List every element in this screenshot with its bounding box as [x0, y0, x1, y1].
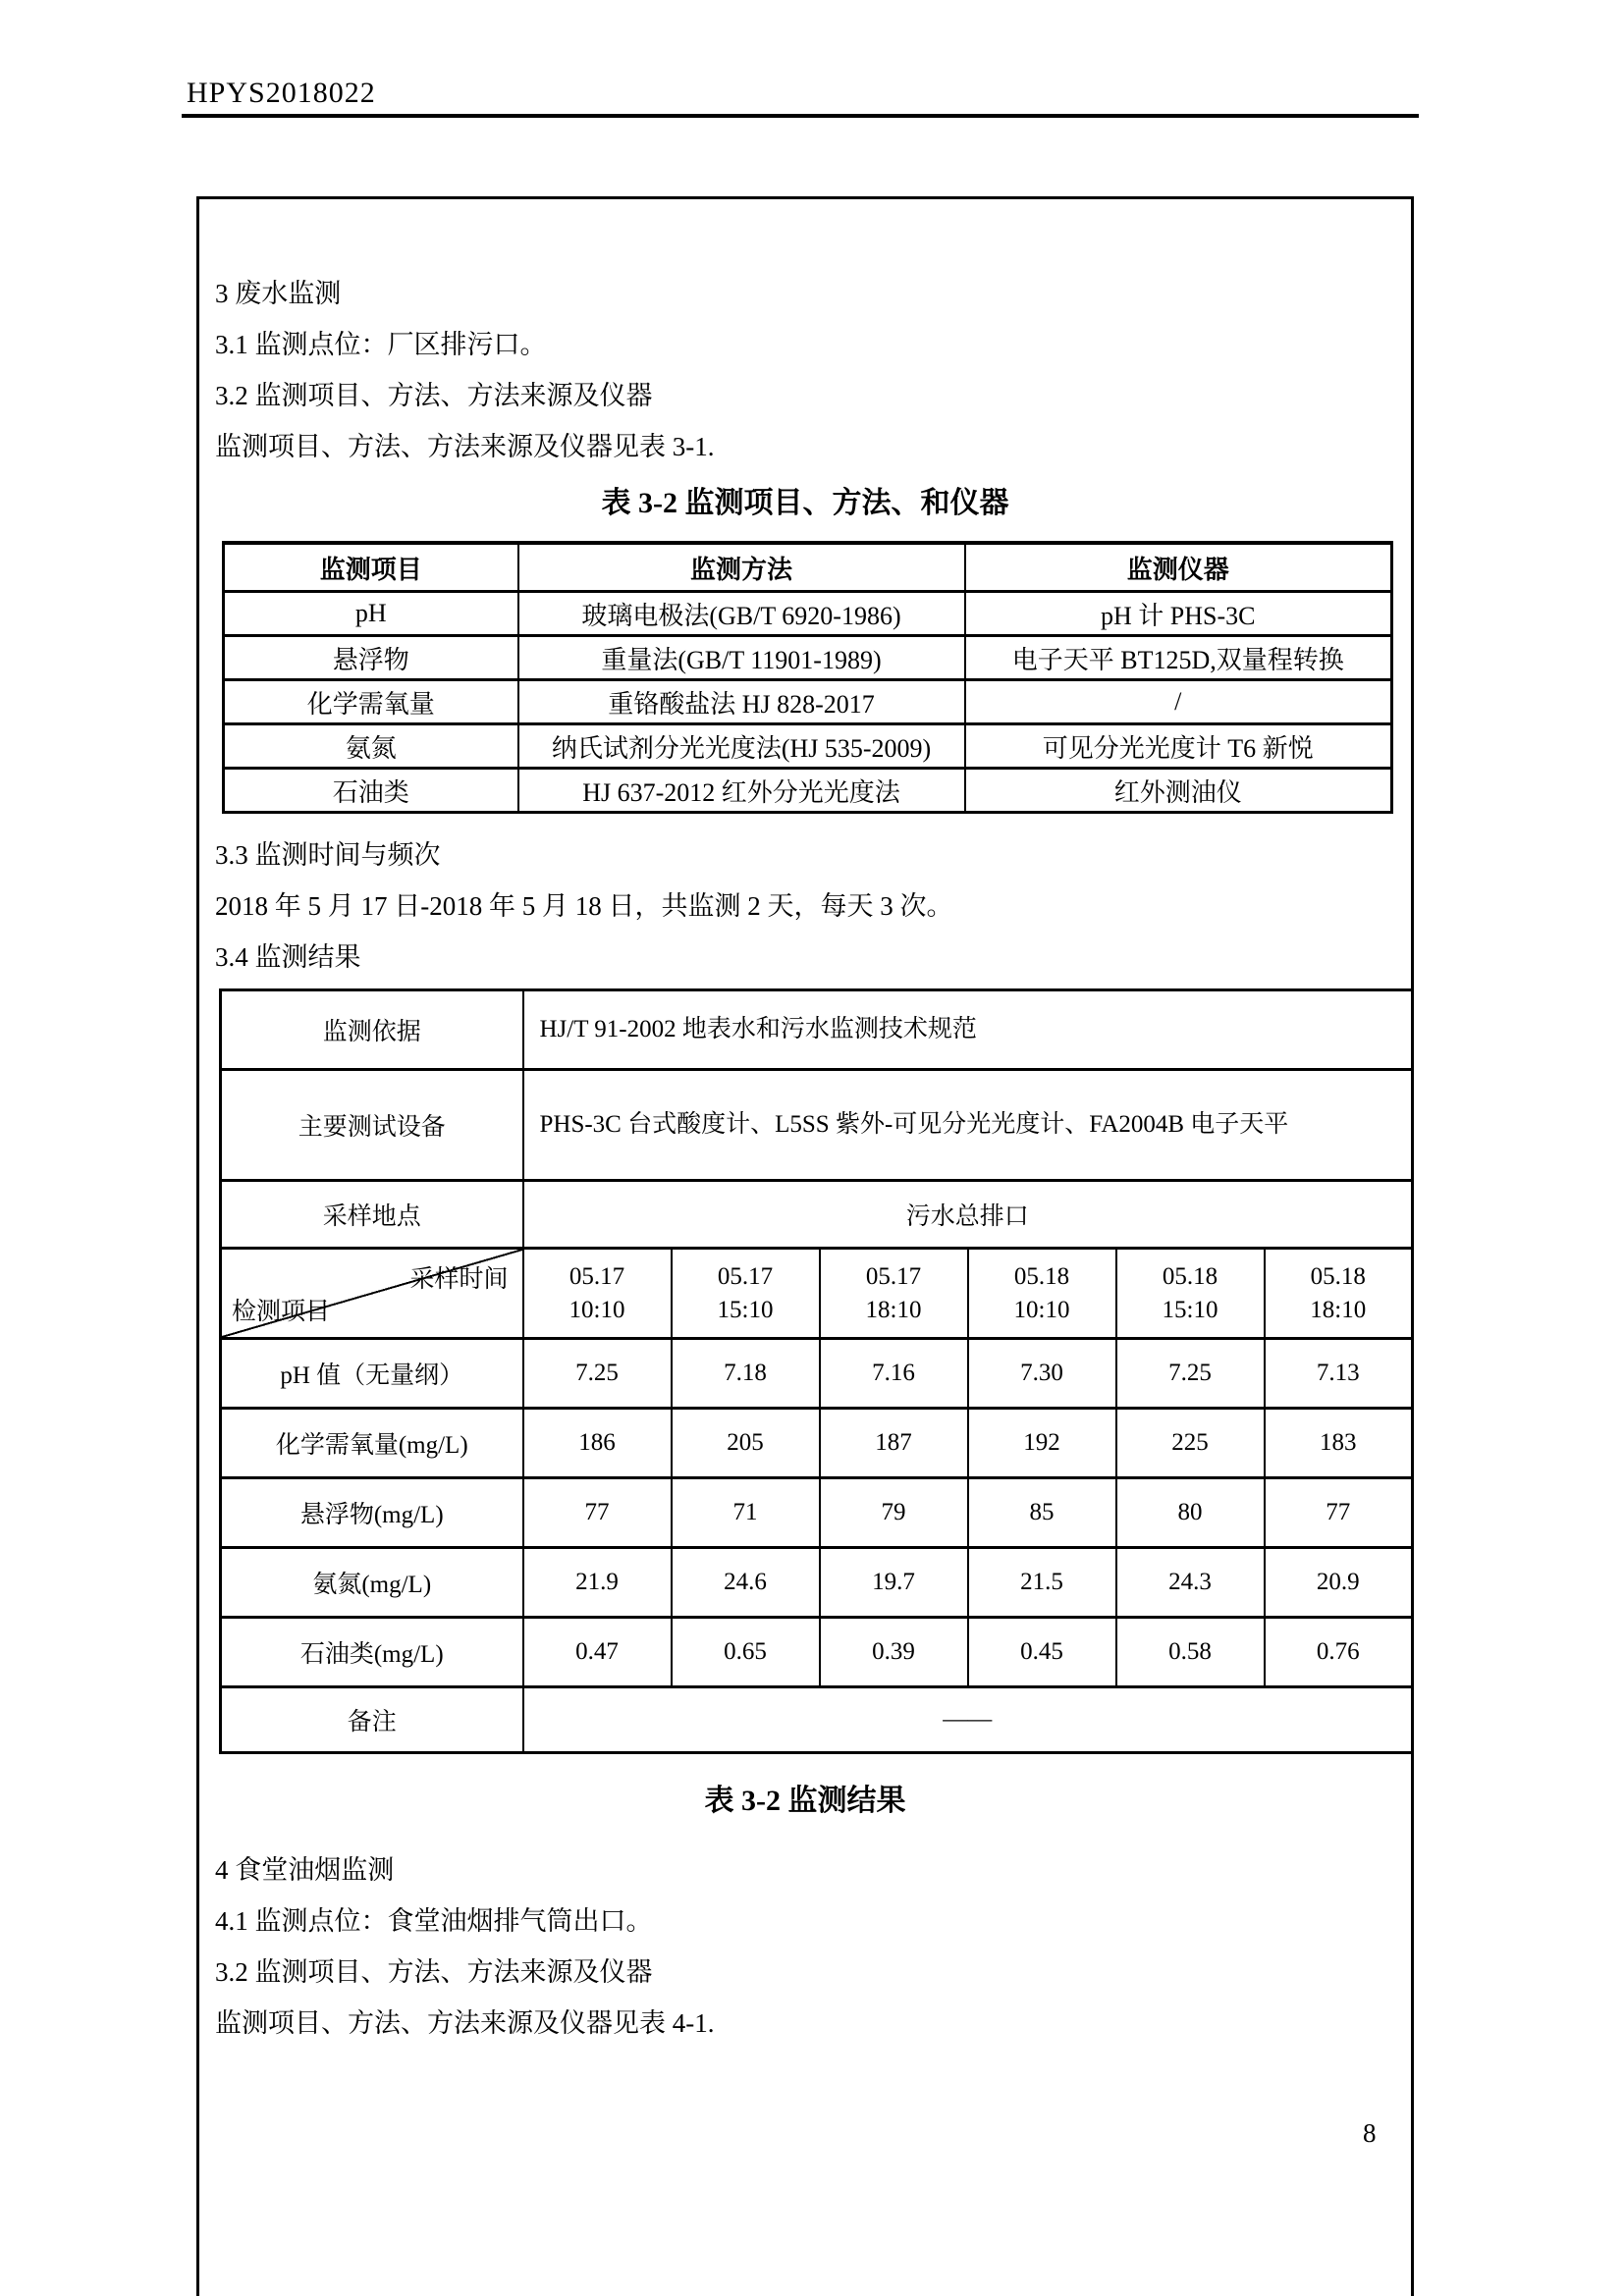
table-row — [224, 769, 1392, 813]
value-cell: 21.5 — [968, 1548, 1116, 1618]
time-clock: 18:10 — [1310, 1296, 1367, 1323]
time-column-header — [1265, 1249, 1413, 1339]
col-header-item: 监测项目 — [224, 543, 518, 592]
value-cell: 77 — [523, 1478, 672, 1548]
time-column-header — [672, 1249, 820, 1339]
note-row — [221, 1687, 1413, 1753]
row-label: 悬浮物(mg/L) — [221, 1478, 523, 1548]
cell-method: 纳氏试剂分光光度法(HJ 535-2009) — [518, 724, 965, 769]
results-table-caption: 表 3-2 监测结果 — [704, 1785, 906, 1817]
diagonal-label-item: 检测项目 — [232, 1299, 331, 1325]
result-row-ss — [221, 1478, 1413, 1548]
time-clock: 15:10 — [717, 1296, 774, 1323]
equipment-label: 主要测试设备 — [221, 1070, 523, 1181]
cell-method: HJ 637-2012 红外分光光度法 — [518, 769, 965, 813]
value-cell: 0.65 — [672, 1618, 820, 1687]
methods-header-row — [224, 543, 1392, 592]
cell-method: 重铬酸盐法 HJ 828-2017 — [518, 680, 965, 724]
value-cell: 205 — [672, 1409, 820, 1478]
value-cell: 79 — [820, 1478, 968, 1548]
time-clock: 10:10 — [568, 1296, 625, 1323]
value-cell: 0.76 — [1265, 1618, 1413, 1687]
time-date: 05.17 — [865, 1262, 922, 1290]
cell-instrument: / — [965, 680, 1392, 724]
value-cell: 20.9 — [1265, 1548, 1413, 1618]
section3-2-text: 3.2 监测项目、方法、方法来源及仪器 — [215, 381, 653, 410]
table-row — [224, 592, 1392, 636]
equipment-row — [221, 1070, 1413, 1181]
cell-instrument: 可见分光光度计 T6 新悦 — [965, 724, 1392, 769]
cell-instrument: pH 计 PHS-3C — [965, 592, 1392, 636]
value-cell: 7.13 — [1265, 1339, 1413, 1409]
cell-item: 氨氮 — [224, 724, 518, 769]
value-cell: 7.18 — [672, 1339, 820, 1409]
value-cell: 24.6 — [672, 1548, 820, 1618]
cell-method: 重量法(GB/T 11901-1989) — [518, 636, 965, 680]
section4-ref-text: 监测项目、方法、方法来源及仪器见表 4-1. — [215, 2008, 715, 2038]
time-clock: 18:10 — [865, 1296, 922, 1323]
value-cell: 0.47 — [523, 1618, 672, 1687]
value-cell: 80 — [1116, 1478, 1265, 1548]
value-cell: 7.30 — [968, 1339, 1116, 1409]
diagonal-header-cell — [221, 1249, 523, 1339]
basis-label: 监测依据 — [221, 990, 523, 1070]
value-cell: 21.9 — [523, 1548, 672, 1618]
table-row — [224, 636, 1392, 680]
row-label: 氨氮(mg/L) — [221, 1548, 523, 1618]
result-row-ph — [221, 1339, 1413, 1409]
section3-3-heading: 3.3 监测时间与频次 — [215, 840, 441, 870]
time-date: 05.17 — [568, 1262, 625, 1290]
content-border-box — [196, 196, 1414, 2296]
section3-heading: 3 废水监测 — [215, 279, 342, 308]
table-row — [224, 724, 1392, 769]
time-column-header — [523, 1249, 672, 1339]
value-cell: 7.25 — [523, 1339, 672, 1409]
note-value: —— — [523, 1687, 1413, 1753]
section4-1-text: 4.1 监测点位：食堂油烟排气筒出口。 — [215, 1906, 653, 1936]
site-value: 污水总排口 — [523, 1181, 1413, 1249]
results-table — [219, 988, 1414, 1754]
result-row-nh3 — [221, 1548, 1413, 1618]
row-label: pH 值（无量纲） — [221, 1339, 523, 1409]
methods-table — [222, 541, 1393, 814]
value-cell: 77 — [1265, 1478, 1413, 1548]
value-cell: 0.58 — [1116, 1618, 1265, 1687]
time-column-header — [968, 1249, 1116, 1339]
section4-2-text: 3.2 监测项目、方法、方法来源及仪器 — [215, 1957, 653, 1987]
value-cell: 187 — [820, 1409, 968, 1478]
time-date: 05.18 — [1162, 1262, 1218, 1290]
value-cell: 7.16 — [820, 1339, 968, 1409]
time-date: 05.18 — [1013, 1262, 1070, 1290]
site-row — [221, 1181, 1413, 1249]
value-cell: 24.3 — [1116, 1548, 1265, 1618]
site-label: 采样地点 — [221, 1181, 523, 1249]
value-cell: 183 — [1265, 1409, 1413, 1478]
cell-item: 悬浮物 — [224, 636, 518, 680]
monitoring-schedule-text: 2018 年 5 月 17 日-2018 年 5 月 18 日，共监测 2 天，每天 3 次。 — [215, 891, 953, 921]
methods-table-caption: 表 3-2 监测项目、方法、和仪器 — [601, 487, 1009, 519]
time-date: 05.18 — [1310, 1262, 1366, 1290]
cell-method: 玻璃电极法(GB/T 6920-1986) — [518, 592, 965, 636]
col-header-method: 监测方法 — [518, 543, 965, 592]
document-code: HPYS2018022 — [187, 77, 376, 109]
cell-instrument: 红外测油仪 — [965, 769, 1392, 813]
equipment-value: PHS-3C 台式酸度计、L5SS 紫外-可见分光光度计、FA2004B 电子天平 — [523, 1070, 1413, 1181]
value-cell: 225 — [1116, 1409, 1265, 1478]
basis-value: HJ/T 91-2002 地表水和污水监测技术规范 — [523, 990, 1413, 1070]
row-label: 石油类(mg/L) — [221, 1618, 523, 1687]
cell-instrument: 电子天平 BT125D,双量程转换 — [965, 636, 1392, 680]
table-row — [224, 680, 1392, 724]
row-label: 化学需氧量(mg/L) — [221, 1409, 523, 1478]
value-cell: 0.39 — [820, 1618, 968, 1687]
value-cell: 19.7 — [820, 1548, 968, 1618]
section3-1-text: 3.1 监测点位：厂区排污口。 — [215, 330, 547, 359]
value-cell: 192 — [968, 1409, 1116, 1478]
time-clock: 10:10 — [1013, 1296, 1070, 1323]
value-cell: 0.45 — [968, 1618, 1116, 1687]
value-cell: 85 — [968, 1478, 1116, 1548]
time-clock: 15:10 — [1162, 1296, 1218, 1323]
header-rule — [182, 114, 1419, 118]
diagonal-label-time: 采样时间 — [409, 1266, 509, 1293]
page-number: 8 — [1363, 2118, 1377, 2148]
result-row-cod — [221, 1409, 1413, 1478]
note-label: 备注 — [221, 1687, 523, 1753]
cell-item: 石油类 — [224, 769, 518, 813]
col-header-instrument: 监测仪器 — [965, 543, 1392, 592]
cell-item: pH — [224, 592, 518, 636]
sample-time-header-row — [221, 1249, 1413, 1339]
result-row-oil — [221, 1618, 1413, 1687]
time-column-header — [820, 1249, 968, 1339]
basis-row — [221, 990, 1413, 1070]
section3-4-heading: 3.4 监测结果 — [215, 942, 361, 972]
value-cell: 71 — [672, 1478, 820, 1548]
value-cell: 186 — [523, 1409, 672, 1478]
diagonal-line — [222, 1250, 522, 1337]
section3-2-ref-text: 监测项目、方法、方法来源及仪器见表 3-1. — [215, 432, 715, 461]
time-date: 05.17 — [717, 1262, 774, 1290]
value-cell: 7.25 — [1116, 1339, 1265, 1409]
section4-heading: 4 食堂油烟监测 — [215, 1855, 395, 1885]
cell-item: 化学需氧量 — [224, 680, 518, 724]
time-column-header — [1116, 1249, 1265, 1339]
